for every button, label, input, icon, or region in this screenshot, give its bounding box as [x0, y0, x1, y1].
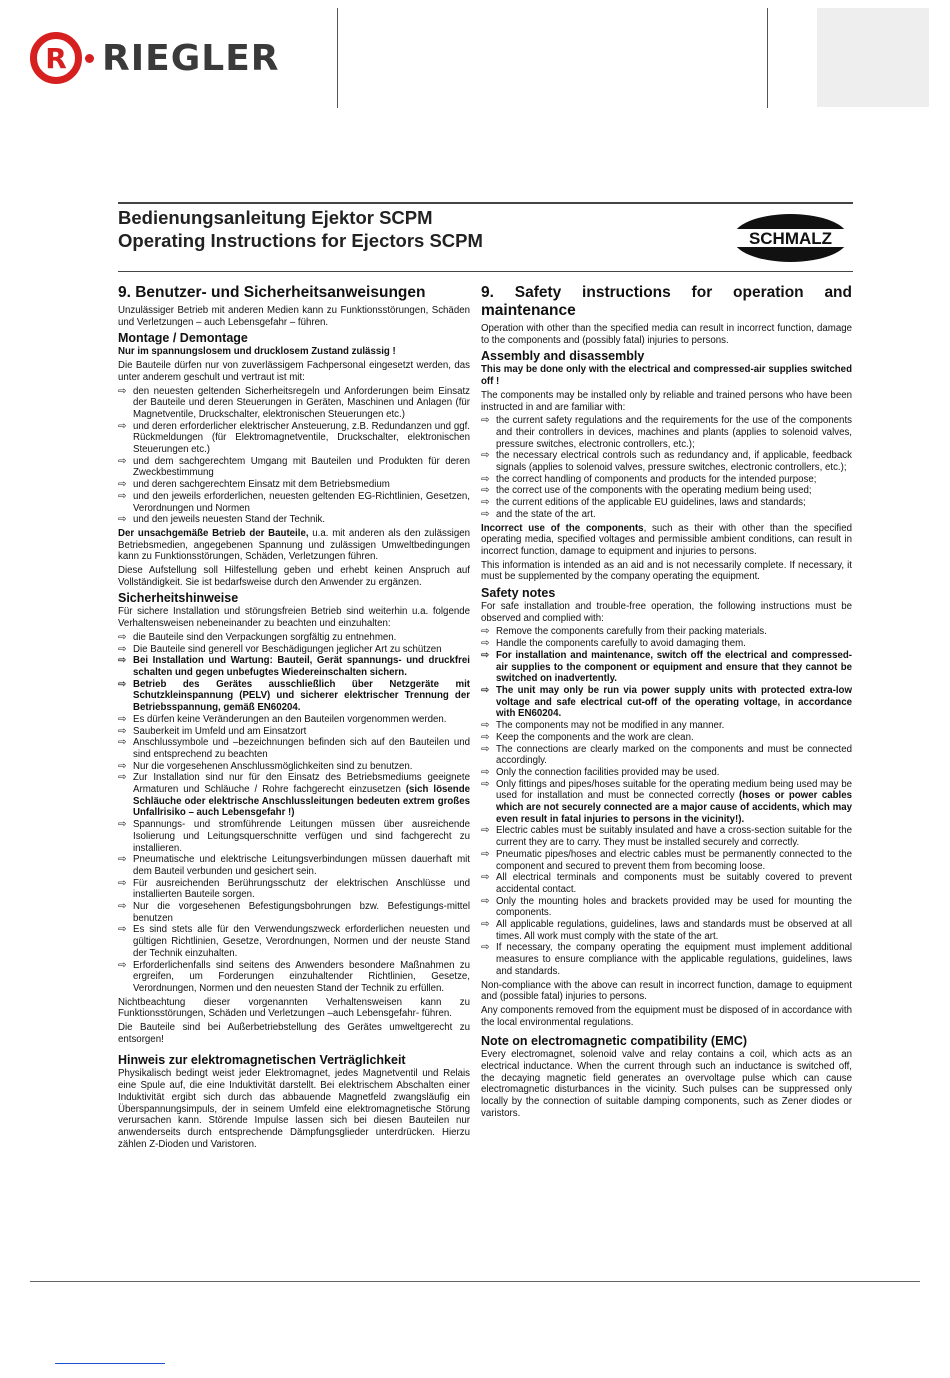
list-item: ⇨ Handle the components carefully to avoid damaging them.	[481, 638, 852, 650]
intro-text: Unzulässiger Betrieb mit anderen Medien kann zu Funktionsstörungen, Schäden und Verletzungen – auch Lebensgefahr – führen.	[118, 305, 470, 328]
montage-warning: Nur im spannungslosem und drucklosem Zustand zulässig !	[118, 346, 396, 358]
subheading-emc: Note on electromagnetic compatibility (EMC)	[481, 1034, 748, 1049]
english-column	[481, 281, 852, 1122]
list-item: ⇨ und den jeweils erforderlichen, neuesten geltenden EG-Richtlinien, Gesetzen, Verordnungen und Normen	[118, 491, 470, 514]
list-item: ⇨ die Bauteile sind den Verpackungen sorgfältig zu entnehmen.	[118, 632, 470, 644]
montage-text: Die Bauteile dürfen nur von zuverlässigem Fachpersonal eingesetzt werden, das unter anderem geschult und vertraut ist mit:	[118, 360, 470, 383]
list-item: ⇨ the correct use of the components with the operating medium being used;	[481, 485, 852, 497]
list-item: ⇨ Spannungs- und stromführende Leitungen müssen über ausreichende Isolierung und Leitungsquerschnitte verfügen und sind fachgerecht zu installieren.	[118, 819, 470, 854]
disposal-text: Any components removed from the equipment must be disposed of in accordance with the local environmental regulations.	[481, 1004, 853, 1028]
noncompliance-text: Nichtbeachtung dieser vorgenannten Verhaltensweisen kann zu Funktionsstörungen, Schäden und Verletzungen –auch Lebensgefahr- führen.	[118, 996, 470, 1020]
list-item: ⇨ If necessary, the company operating the equipment must implement additional measures to ensure compliance with the applicable regulations, guidelines, laws and standards.	[481, 942, 852, 977]
emv-text: Physikalisch bedingt weist jeder Elektromagnet, jedes Magnetventil und Relais eine Spule auf, die eine Induktivität darstellt. Bei elektrischem Abschalten einer Induktivität ergibt sich durch das abbauende Magnetfeld zwangsläufig ein Überspannungsimpuls, der in seinem Umfeld eine elektromagnetische Störung verursachen kann. Störende Impulse lassen sich bei diesen Bauteilen nur anwenderseits durch entsprechende Dämpfungsglieder unterdrücken. Hierzu zählen Z-Dioden und Varistoren.	[118, 1068, 470, 1150]
divider	[118, 202, 853, 204]
list-item: ⇨ the current editions of the applicable EU guidelines, laws and standards;	[481, 497, 852, 509]
title-en: Operating Instructions for Ejectors SCPM	[118, 230, 483, 251]
list-item: ⇨ and the state of the art.	[481, 509, 852, 521]
list-item: ⇨ For installation and maintenance, switch off the electrical and compressed-air supplies to the component or equipment and ensure that they cannot be switched on inadvertently.	[481, 650, 852, 685]
list-item: ⇨ Remove the components carefully from their packing materials.	[481, 626, 852, 638]
list-item: ⇨ Only fittings and pipes/hoses suitable for the operating medium being used may be used for installation and must be connected correctly (hoses or power cables which are not securely connected are a major cause of accidents, which may even result in fatal injuries to persons in the vicinity!).	[481, 779, 852, 826]
disclaimer-text: Diese Aufstellung soll Hilfestellung geben und erhebt keinen Anspruch auf Vollständigkeit. Sie ist bedarfsweise durch den Anwender zu ergänzen.	[118, 565, 470, 588]
footer-divider	[30, 1281, 920, 1282]
list-item: ⇨ The components may not be modified in any manner.	[481, 720, 852, 732]
footer-link-underline[interactable]	[55, 1363, 165, 1364]
list-item: ⇨ Erforderlichenfalls sind seitens des Anwenders besondere Maßnahmen zu ergreifen, um Forderungen einzuhaltender Richtlinien, Gesetze, Verordnungen, Normen und den neuesten Stand der Technik zu erfüllen.	[118, 960, 470, 995]
emc-text: Every electromagnet, solenoid valve and relay contains a coil, which acts as an electrical inductance. When the current through such an inductance is switched off, the decaying magnetic field generates an overvoltage pulse which can cause electromagnetic disturbances in the vicinity. Such pulses can be suppressed only locally by the connection of suitable damping components, such as Zener diodes or varistors.	[481, 1049, 852, 1119]
safety-list	[118, 632, 470, 995]
section-heading: 9. Benutzer- und Sicherheitsanweisungen	[118, 284, 426, 301]
list-item: ⇨ Es sind stets alle für den Verwendungszweck erforderlichen neuesten und gültigen Richtlinien, Gesetze, Verordnungen, Normen und der neuste Stand der Technik einzuhalten.	[118, 924, 470, 959]
misuse-text: Der unsachgemäße Betrieb der Bauteile, u.a. mit anderen als den zulässigen Betriebsmedien, angegebenen Spannung und zulässigen Umweltbedingungen kann zu Funktionsstörungen, Schäden, Verletzungen führen.	[118, 527, 470, 563]
list-item: ⇨ the current safety regulations and the requirements for the use of the components and their controllers in devices, machines and plants (applies to solenoid valves, pressure switches, electronic controllers, etc.);	[481, 415, 852, 450]
list-item: ⇨ Pneumatische und elektrische Leitungsverbindungen müssen dauerhaft mit dem Bauteil verbunden und gesichert sein.	[118, 854, 470, 877]
montage-list	[118, 386, 470, 526]
subheading-emv: Hinweis zur elektromagnetischen Verträglichkeit	[118, 1053, 406, 1068]
list-item: ⇨ Sauberkeit im Umfeld und am Einsatzort	[118, 726, 470, 738]
divider	[118, 271, 853, 272]
list-item: ⇨ Es dürfen keine Veränderungen an den Bauteilen vorgenommen werden.	[118, 714, 470, 726]
riegler-logo	[30, 30, 280, 86]
misuse-text: Incorrect use of the components, such as their with other than the specified operating media, specified voltages and permissible ambient conditions, can result in incorrect function, damage to equipment and injuries to persons.	[481, 522, 852, 557]
document-title	[118, 206, 483, 252]
header-divider	[767, 8, 768, 108]
list-item: ⇨ Für ausreichenden Berührungsschutz der elektrischen Anschlüsse und installierten Bauteile sorgen.	[118, 878, 470, 901]
list-item: ⇨ the correct handling of components and products for the intended purpose;	[481, 474, 852, 486]
noncompliance-text: Non-compliance with the above can result in incorrect function, damage to equipment and (possible fatal) injuries to persons.	[481, 979, 852, 1003]
list-item: ⇨ und deren erforderlicher elektrischer Ansteuerung, z.B. Redundanzen und ggf. Rückmeldungen (für Elektromagnetventile, Druckschalter, elektronischen Steuerungen etc.)	[118, 421, 470, 456]
list-item: ⇨ und den jeweils neuesten Stand der Technik.	[118, 514, 470, 526]
section-heading: 9. Safety instructions for operation and maintenance	[481, 284, 852, 319]
schmalz-logo	[729, 212, 852, 264]
list-item: ⇨ und dem sachgerechtem Umgang mit Bauteilen und Produkten für deren Zweckbestimmung	[118, 456, 470, 479]
brand-name: RIEGLER	[102, 37, 280, 79]
list-item: ⇨ Pneumatic pipes/hoses and electric cables must be permanently connected to the component and secured to prevent them from becoming loose.	[481, 849, 852, 872]
subheading-safety: Safety notes	[481, 586, 556, 601]
list-item: ⇨ und deren sachgerechtem Einsatz mit dem Betriebsmedium	[118, 479, 470, 491]
list-item: ⇨ The connections are clearly marked on the components and must be connected accordingly.	[481, 744, 852, 767]
german-column	[118, 281, 470, 1152]
intro-text: Operation with other than the specified media can result in incorrect function, damage to the components and (possibly fatal) injuries to persons.	[481, 323, 852, 346]
list-item: ⇨ Electric cables must be suitably insulated and have a cross-section suitable for the current they are to carry. They must be installed securely and correctly.	[481, 825, 852, 848]
list-item: ⇨ den neuesten geltenden Sicherheitsregeln und Anforderungen beim Einsatz der Bauteile und deren Steuerungen in Geräten, Maschinen und Anlagen (für Magnetventile, Druckschalter, elektronischen Steuerungen etc.)	[118, 386, 470, 421]
list-item: ⇨ Bei Installation und Wartung: Bauteil, Gerät spannungs- und druckfrei schalten und gegen unbefugtes Wiedereinschalten sichern.	[118, 655, 470, 678]
list-item: ⇨ Zur Installation sind nur für den Einsatz des Betriebsmediums geeignete Armaturen und Schläuche / Rohre fachgerecht einzusetzen (sich lösende Schläuche oder elektrische Anschlussleitungen bedeuten extrem großes Unfallrisiko – auch Lebensgefahr !)	[118, 772, 470, 819]
assembly-list	[481, 415, 852, 520]
subheading-assembly: Assembly and disassembly	[481, 349, 645, 364]
header-gray-panel	[817, 8, 929, 107]
list-item: ⇨ Betrieb des Gerätes ausschließlich über Netzgeräte mit Schutzkleinspannung (PELV) und sicherer elektrischer Trennung der Betriebsspannung, gemäß EN60204.	[118, 679, 470, 714]
subheading-safety: Sicherheitshinweise	[118, 591, 239, 606]
safety-intro: Für sichere Installation und störungsfreien Betrieb sind weiterhin u.a. folgende Verhaltensweisen nebeneinander zu beachten und einzuhalten:	[118, 606, 470, 630]
riegler-logo-icon: R	[30, 32, 82, 84]
schmalz-logo-text: SCHMALZ	[748, 229, 833, 248]
logo-dot	[85, 54, 94, 63]
list-item: ⇨ Anschlussymbole und –bezeichnungen befinden sich auf den Bauteilen und sind entsprechend zu beachten	[118, 737, 470, 760]
list-item: ⇨ All applicable regulations, guidelines, laws and standards must be observed at all times. All work must comply with the state of the art.	[481, 919, 852, 942]
list-item: ⇨ The unit may only be run via power supply units with protected extra-low voltage and safe electrical cut-off of the operating voltage, in accordance with EN60204.	[481, 685, 852, 720]
disposal-text: Die Bauteile sind bei Außerbetriebstellung des Gerätes umweltgerecht zu entsorgen!	[118, 1022, 470, 1045]
list-item: ⇨ Die Bauteile sind generell vor Beschädigungen jeglicher Art zu schützen	[118, 644, 470, 656]
safety-intro: For safe installation and trouble-free operation, the following instructions must be observed and complied with:	[481, 601, 852, 624]
list-item: ⇨ All electrical terminals and components must be suitably covered to prevent accidental contact.	[481, 872, 852, 895]
assembly-warning: This may be done only with the electrical and compressed-air supplies switched off !	[481, 364, 852, 388]
assembly-text: The components may be installed only by reliable and trained persons who have been instructed in and are familiar with:	[481, 389, 852, 413]
safety-list	[481, 626, 852, 977]
title-de: Bedienungsanleitung Ejektor SCPM	[118, 207, 433, 228]
subheading-montage: Montage / Demontage	[118, 331, 248, 346]
list-item: ⇨ Keep the components and the work are clean.	[481, 732, 852, 744]
disclaimer-text: This information is intended as an aid and is not necessarily complete. If necessary, it must be supplemented by the company operating the equipment.	[481, 559, 852, 583]
list-item: ⇨ the necessary electrical controls such as redundancy and, if applicable, feedback signals (applies to solenoid valves, pressure switches, electronic controllers, etc.);	[481, 450, 852, 473]
list-item: ⇨ Only the mounting holes and brackets provided may be used for mounting the components.	[481, 896, 852, 919]
list-item: ⇨ Nur die vorgesehenen Befestigungsbohrungen bzw. Befestigungs-mittel benutzen	[118, 901, 470, 924]
list-item: ⇨ Only the connection facilities provided may be used.	[481, 767, 852, 779]
header-divider	[337, 8, 338, 108]
list-item: ⇨ Nur die vorgesehenen Anschlussmöglichkeiten sind zu benutzen.	[118, 761, 470, 773]
